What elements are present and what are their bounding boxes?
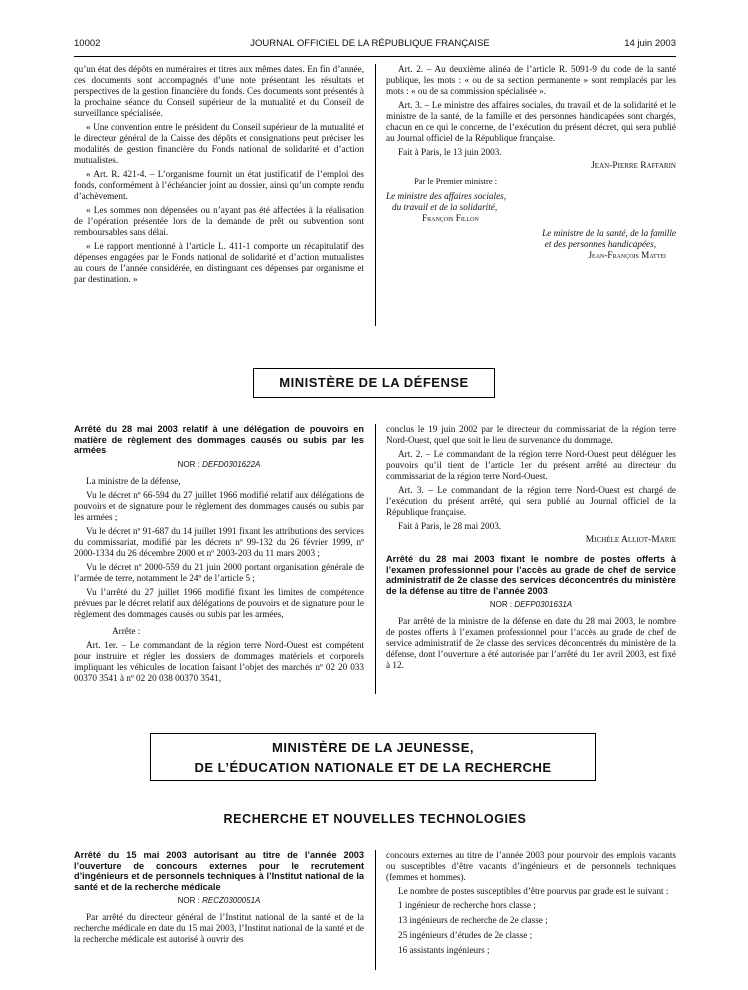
paragraph: Par arrêté de la ministre de la défense en date du 28 mai 2003, le nombre de postes offerts à l’examen professionnel pour l’accès au grade de chef de service administratif de 2e classe des services déconcentrés du ministère de la défense, dont l’ouverture a été autorisée par l’arrêté du 1er avril 2003, est fixé à 12.: [386, 616, 676, 670]
article-title: Arrêté du 28 mai 2003 relatif à une délégation de pouvoirs en matière de règlement des dommages causés ou subis par les armées: [74, 424, 364, 455]
column-divider: [375, 64, 376, 326]
signing-place-date: Fait à Paris, le 13 juin 2003.: [398, 147, 502, 157]
section-title-line2: DE L’ÉDUCATION NATIONALE ET DE LA RECHERCHE: [194, 760, 552, 775]
paragraph: Vu le décret nº 66-594 du 27 juillet 1966 modifié relatif aux délégations de pouvoirs et de signature pour le règlement des dommages causés ou subis par les armées ;: [74, 489, 364, 522]
subsection-title: RECHERCHE ET NOUVELLES TECHNOLOGIES: [223, 812, 527, 826]
paragraph: Le nombre de postes susceptibles d’être pourvus par grade est le suivant :: [398, 886, 669, 896]
paragraph: Vu le décret nº 2000-559 du 21 juin 2000 portant organisation générale de l’armée de terre, notamment le 24º de l’article 5 ;: [74, 561, 364, 583]
signer-prime-minister: Jean-Pierre Raffarin: [591, 161, 676, 171]
top-right-column: [386, 64, 676, 261]
paragraph: Vu l’arrêté du 27 juillet 1966 modifié fixant les limites de compétence prévues par le décret relatif aux délégations de pouvoirs et de signature pour le règlement des dommages causés ou subis par les armées,: [74, 586, 364, 619]
column-divider: [375, 424, 376, 694]
article-2: Art. 2. – Le commandant de la région terre Nord-Ouest peut déléguer les pouvoirs qu’il tient de l’article 1er du présent arrêté au directeur du commissariat de la région terre Nord-Ouest.: [386, 449, 676, 481]
header-rule: [74, 56, 676, 57]
section-title-line1: MINISTÈRE DE LA JEUNESSE,: [272, 740, 474, 755]
minister1-line2: du travail et de la solidarité,: [392, 202, 498, 212]
minister1-line1: Le ministre des affaires sociales,: [386, 191, 507, 201]
article-2: Art. 2. – Au deuxième alinéa de l’article R. 5091-9 du code de la santé publique, les mots : « ou de sa section permanente » sont remplacés par les mots : « ou de sa commission spécialisée ».: [386, 64, 676, 96]
article-3: Art. 3. – Le ministre des affaires sociales, du travail et de la solidarité et le ministre de la santé, de la famille et des personnes handicapées sont chargés, chacun en ce qui le concerne, de l’exécution du présent décret, qui sera publié au Journal officiel de la République française.: [386, 100, 676, 143]
list-item: 16 assistants ingénieurs ;: [398, 945, 490, 955]
signing-place-date: Fait à Paris, le 28 mai 2003.: [398, 521, 502, 531]
nor-reference: NOR : DEFP0301631A: [489, 600, 573, 609]
signer-alliot-marie: Michèle Alliot-Marie: [585, 535, 676, 545]
paragraph: « Le rapport mentionné à l’article L. 411-1 comporte un récapitulatif des dépenses engagées par le Fonds national de solidarité et d’action mutualistes au cours de l’année considérée, en distinguant ces dépenses par organisme et par destination. »: [74, 241, 364, 284]
paragraph: Vu le décret nº 91-687 du 14 juillet 1991 fixant les attributions des services du commissariat, modifié par les décrets nº 99-132 du 26 février 1999, nº 2000-1334 du 26 décembre 2000 et nº 2003-203 du 11 mars 2003 ;: [74, 525, 364, 558]
paragraph: Par arrêté du directeur général de l’Institut national de la santé et de la recherche médicale en date du 15 mai 2003, l’Institut national de la santé et de la recherche médicale est autorisé à ouvrir des: [74, 912, 364, 944]
top-left-column: [74, 64, 364, 288]
signer-fillon: François Fillon: [422, 213, 479, 223]
nor-reference: NOR : RECZ0300051A: [177, 896, 261, 905]
section-title-jeunesse: [150, 733, 596, 781]
list-item: 13 ingénieurs de recherche de 2e classe ;: [398, 915, 548, 925]
column-divider: [375, 850, 376, 970]
paragraph: « Les sommes non dépensées ou n’ayant pas été affectées à la réalisation de l’opération présentée lors de la demande de prêt ou subvention sont remboursables sans délai.: [74, 205, 364, 237]
arrete-label: Arrête :: [112, 625, 141, 636]
section-title-defense: MINISTÈRE DE LA DÉFENSE: [253, 368, 495, 398]
paragraph: conclus le 19 juin 2002 par le directeur du commissariat de la région terre Nord-Ouest, quel que soit le lieu de survenance du dommage.: [386, 424, 676, 445]
list-item: 25 ingénieurs d’études de 2e classe ;: [398, 930, 533, 940]
by-prime-minister: Par le Premier ministre :: [414, 176, 498, 186]
nor-reference: NOR : DEFD0301622A: [177, 459, 261, 469]
page-number: 10002: [74, 38, 101, 49]
issue-date: 14 juin 2003: [624, 38, 676, 49]
article-title: Arrêté du 28 mai 2003 fixant le nombre de postes offerts à l’examen professionnel pour l’accès au grade de chef de service administratif de 2e classe des services déconcentrés du ministère de la défense au titre de l’année 2003: [386, 554, 676, 596]
article-title: Arrêté du 15 mai 2003 autorisant au titre de l’année 2003 l’ouverture de concours externes pour le recrutement d’ingénieurs et de personnels techniques à l’Institut national de la santé et de la recherche médicale: [74, 850, 364, 892]
signer-mattei: Jean-François Mattei: [588, 250, 666, 260]
defense-left-column: [74, 424, 364, 687]
journal-title: JOURNAL OFFICIEL DE LA RÉPUBLIQUE FRANÇAISE: [250, 38, 490, 49]
paragraph: concours externes au titre de l’année 2003 pour pourvoir des emplois vacants ou susceptibles d’être vacants d’ingénieurs et de personnels techniques (femmes et hommes).: [386, 850, 676, 882]
article-3: Art. 3. – Le commandant de la région terre Nord-Ouest est chargé de l’exécution du présent arrêté, qui sera publié au Journal officiel de la République française.: [386, 485, 676, 517]
paragraph: « Art. R. 421-4. – L’organisme fournit un état justificatif de l’emploi des fonds, conformément à l’échéancier joint au dossier, ainsi qu’un compte rendu d’achèvement.: [74, 169, 364, 201]
paragraph: « Une convention entre le président du Conseil supérieur de la mutualité et le directeur général de la Caisse des dépôts et consignations peut préciser les modalités de gestion financière du Fonds national de solidarité et d’action mutualistes.: [74, 122, 364, 165]
jeunesse-left-column: [74, 850, 364, 948]
jeunesse-right-column: [386, 850, 676, 960]
paragraph: qu’un état des dépôts en numéraires et titres aux mêmes dates. En fin d’année, ces documents sont accompagnés d’une note présentant les résultats et perspectives de la gestion financière du fonds. Ces documents sont présentés à la prochaine séance du Conseil supérieur de la mutualité et du Conseil de surveillance spécialisée.: [74, 64, 364, 118]
minister2-line2: et des personnes handicapées,: [544, 239, 656, 249]
paragraph: La ministre de la défense,: [86, 475, 181, 486]
minister2-line1: Le ministre de la santé, de la famille: [542, 228, 676, 238]
article-1: Art. 1er. – Le commandant de la région terre Nord-Ouest est compétent pour instruire et régler les dossiers de dommages matériels et corporels impliquant les véhicules de location faisant l’objet des marchés nº 02 20 033 00370 3541 à nº 02 20 038 00370 3541,: [74, 639, 364, 683]
list-item: 1 ingénieur de recherche hors classe ;: [398, 900, 536, 910]
defense-right-column: [386, 424, 676, 674]
